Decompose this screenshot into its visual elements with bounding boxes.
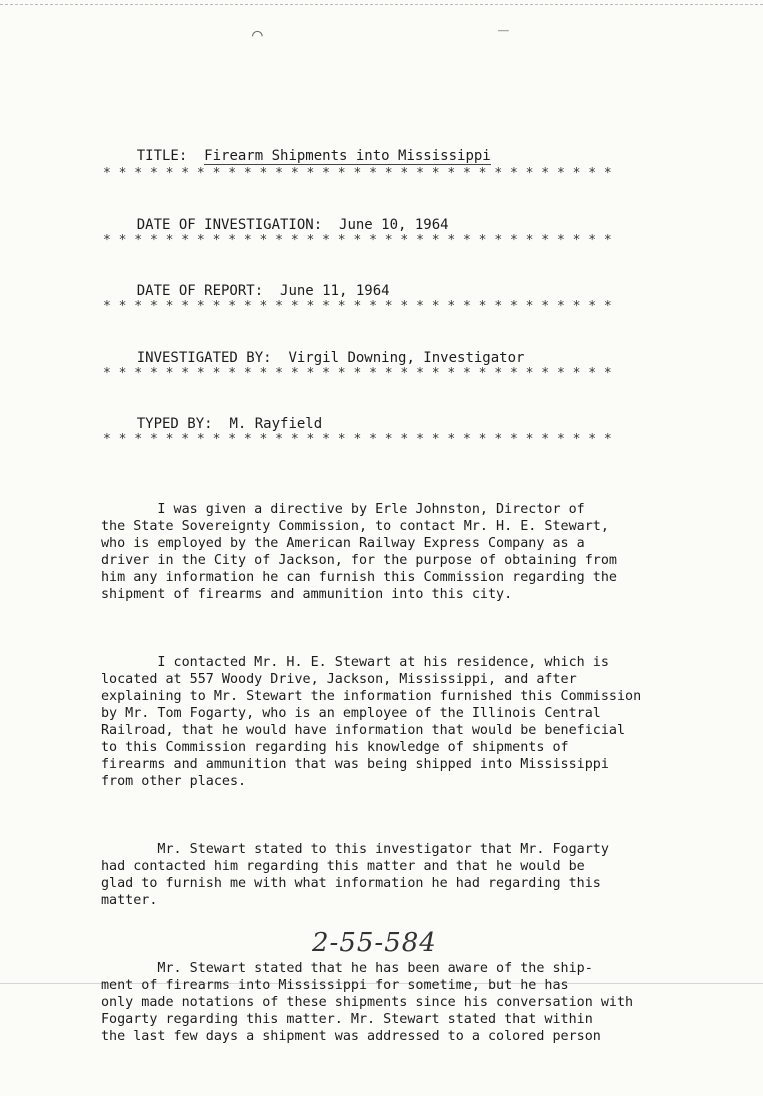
top-edge	[0, 4, 763, 5]
investigation-date-label: DATE OF INVESTIGATION:	[136, 217, 323, 233]
title-value: Firearm Shipments into Mississippi	[204, 148, 491, 164]
report-body	[101, 467, 711, 1096]
separator-3: * * * * * * * * * * * * * * * * * * * * * * * * * * * * * * * * *	[103, 299, 612, 314]
paragraph-4: Mr. Stewart stated that he has been aware of the ship- ment of firearms into Mississippi for sometime, but he has only made notations of these shipments since his conversation with Fogarty regarding this matter. Mr. Stewart stated that within the last few days a shipment was addressed to a colored person	[101, 961, 634, 1044]
paragraph-1: I was given a directive by Erle Johnston, Director of the State Sovereignty Commission, to contact Mr. H. E. Stewart, who is employed by the American Railway Express Company as a driver in the City of Jackson, for the purpose of obtaining from him any information he can furnish this Commission regarding the shipment of firearms and ammunition into this city.	[101, 502, 617, 602]
typist-value: M. Rayfield	[229, 416, 323, 432]
investigator-value: Virgil Downing, Investigator	[288, 350, 525, 366]
separator-1: * * * * * * * * * * * * * * * * * * * * * * * * * * * * * * * * *	[103, 166, 612, 181]
typist-label: TYPED BY:	[136, 416, 213, 432]
separator-2: * * * * * * * * * * * * * * * * * * * * * * * * * * * * * * * * *	[103, 233, 612, 248]
title-label: TITLE:	[136, 148, 188, 164]
handwritten-document-number: 2-55-584	[312, 928, 437, 958]
report-date-value: June 11, 1964	[280, 283, 390, 299]
separator-5: * * * * * * * * * * * * * * * * * * * * * * * * * * * * * * * * *	[103, 432, 612, 447]
investigation-date-value: June 10, 1964	[339, 217, 449, 233]
ink-mark: ⌒	[252, 24, 263, 45]
paragraph-2: I contacted Mr. H. E. Stewart at his residence, which is located at 557 Woody Drive, Jackson, Mississippi, and after explaining to Mr. Stewart the information furnished this Commission by Mr. Tom Fogarty, who is an employee of the Illinois Central Railroad, that he would have information that would be beneficial to this Commission regarding his knowledge of shipments of firearms and ammunition that was being shipped into Mississippi from other places.	[101, 655, 642, 789]
ink-mark: ‾	[498, 28, 509, 49]
report-date-label: DATE OF REPORT:	[136, 283, 264, 299]
paragraph-3: Mr. Stewart stated to this investigator that Mr. Fogarty had contacted him regarding this matter and that he would be glad to furnish me with what information he had regarding this matter.	[101, 842, 609, 908]
investigator-label: INVESTIGATED BY:	[136, 350, 272, 366]
separator-4: * * * * * * * * * * * * * * * * * * * * * * * * * * * * * * * * *	[103, 366, 612, 381]
